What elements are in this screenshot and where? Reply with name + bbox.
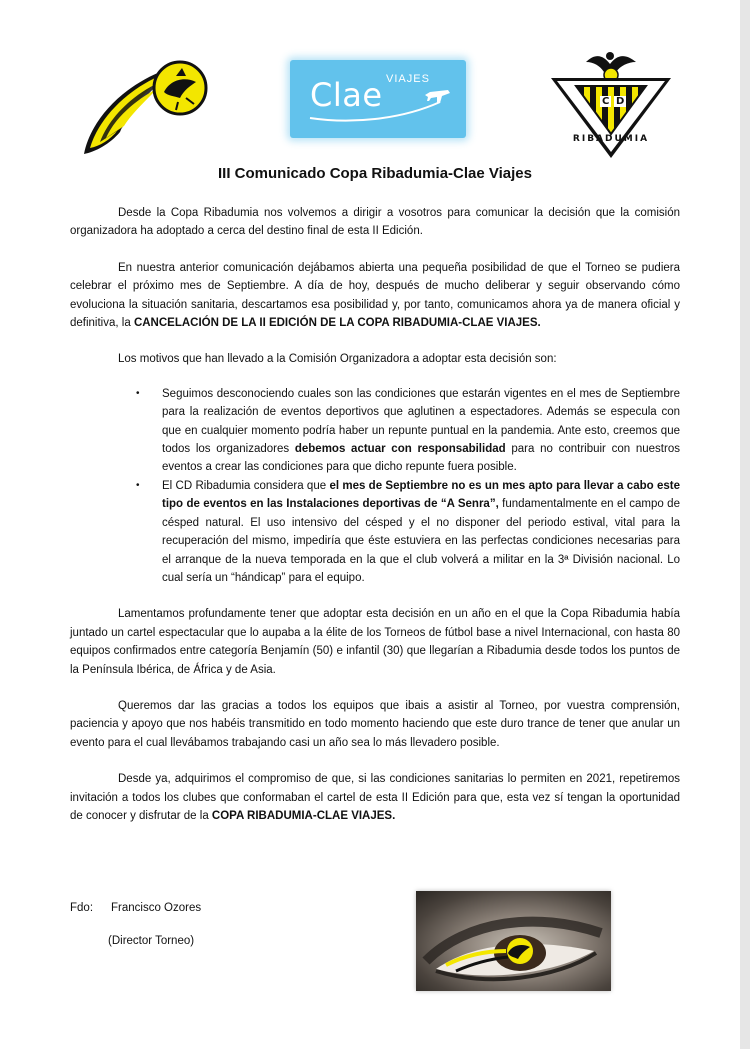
bullet-2-text-a: El CD Ribadumia considera que bbox=[162, 479, 330, 492]
bullet-2-text-c: fundamentalmente en el campo de césped natural. El uso intensivo del césped y el no disponer del periodo estival, vital para la recuperación del mismo, impediría que éste estuviera en las perfectas condiciones necesarias para el arranque de la nueva temporada en la que el club volverá a militar en la 3ª División nacional. Lo cual sería un “hándicap” para el equipo. bbox=[162, 498, 680, 584]
tournament-name: COPA RIBADUMIA-CLAE VIAJES. bbox=[211, 809, 396, 822]
eye-with-logo-icon bbox=[416, 891, 611, 991]
badge-ring-text: RIBADUMIA bbox=[572, 134, 650, 144]
page-title: III Comunicado Copa Ribadumia-Clae Viajes bbox=[218, 165, 532, 182]
paragraph-commitment-text: Desde ya, adquirimos el compromiso de que, si las condiciones sanitarias lo permiten en 2021, repetiremos invitación a todos los clubes que conformaban el cartel de esta II Edición para que, esta vez sí tengan la oportunidad de conocer y disfrutar de la bbox=[70, 773, 680, 822]
paragraph-cancellation-text: En nuestra anterior comunicación dejábamos abierta una pequeña posibilidad de que el Torneo se pudiera celebrar el próximo mes de Septiembre. A día de hoy, después de mucho deliberar y seguir observando cómo evoluciona la situación sanitaria, descartamos esa posibilidad y, por tanto, comunicamos ahora ya de manera oficial y definitiva, la bbox=[70, 261, 680, 330]
clae-logo-sub: VIAJES bbox=[386, 73, 430, 85]
bullet-marker: • bbox=[136, 387, 140, 399]
badge-letter-d: D bbox=[616, 96, 625, 107]
clae-logo-word: Clae bbox=[310, 76, 383, 114]
club-badge bbox=[548, 48, 674, 160]
cancellation-notice: CANCELACIÓN DE LA II EDICIÓN DE LA COPA RIBADUMIA-CLAE VIAJES. bbox=[133, 317, 541, 330]
paragraph-cancellation bbox=[70, 259, 680, 333]
bullet-1-text-c: para no contribuir con nuestros eventos a crear las condiciones para que dicho repunte fuera posible. bbox=[162, 443, 680, 474]
paragraph-regret: Lamentamos profundamente tener que adoptar esta decisión en un año en el que la Copa Ribadumia había juntado un cartel espectacular que lo aupaba a la élite de los Torneos de fútbol base a nivel Internacional, con hasta 80 equipos confirmados entre categoría Benjamín (50) e infantil (30) que llegarían a Ribadumia desde todos los puntos de la Península Ibérica, de África y de Asia. bbox=[70, 608, 680, 676]
bullet-2-bold: el mes de Septiembre no es un mes apto para llevar a cabo este tipo de eventos en las Instalaciones deportivas de “A Senra”, bbox=[162, 479, 680, 511]
signature-label: Fdo: bbox=[70, 902, 94, 914]
signatory-name: Francisco Ozores bbox=[111, 902, 202, 914]
badge-letter-c: C bbox=[602, 96, 610, 107]
bullet-marker: • bbox=[136, 479, 140, 491]
airplane-icon bbox=[290, 60, 466, 138]
paragraph-thanks: Queremos dar las gracias a todos los equipos que ibais a asistir al Torneo, por vuestra comprensión, paciencia y apoyo que nos habéis transmitido en todo momento haciendo que este duro trance de tener que anular un evento para el cual llevábamos trabajando casi un año sea lo más llevadero posible. bbox=[70, 699, 680, 749]
list-item bbox=[70, 477, 680, 587]
paragraph-intro: Desde la Copa Ribadumia nos volvemos a dirigir a vosotros para comunicar la decisión que la comisión organizadora ha adoptado a cerca del destino final de esta II Edición. bbox=[70, 207, 680, 238]
paragraph-reasons-intro: Los motivos que han llevado a la Comisión Organizadora a adoptar esta decisión son: bbox=[118, 353, 557, 366]
signatory-role: (Director Torneo) bbox=[108, 935, 195, 947]
paragraph-commitment bbox=[70, 770, 680, 825]
list-item bbox=[70, 385, 680, 477]
football-flame-logo-icon bbox=[80, 52, 215, 157]
bullet-1-text-a: Seguimos desconociendo cuales son las condiciones que estarán vigentes en el mes de Septiembre para la realización de eventos deportivos que aglutinen a espectadores. Además se especula con que en cualquier momento podría haber un repunte puntual en la pandemia. Ante esto, creemos que todos los organizadores bbox=[162, 387, 680, 456]
bullet-1-bold: debemos actuar con responsabilidad bbox=[294, 443, 506, 456]
letter-body bbox=[70, 204, 680, 843]
signature-line bbox=[70, 902, 201, 914]
clae-viajes-logo bbox=[290, 60, 466, 138]
reasons-list bbox=[70, 385, 680, 587]
